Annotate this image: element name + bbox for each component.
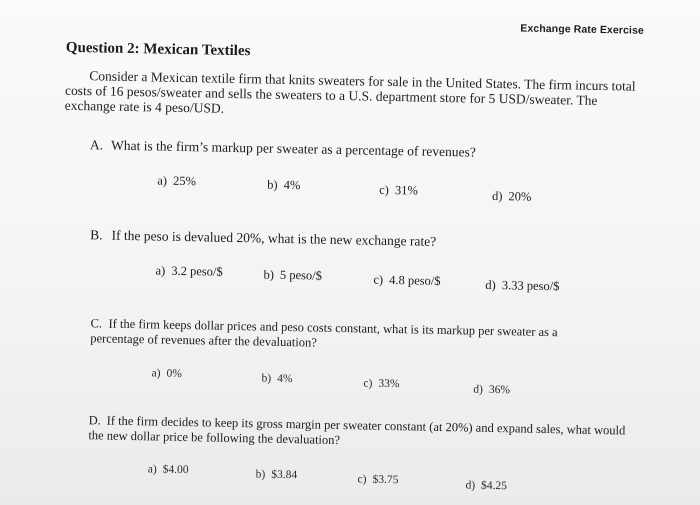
part-c-option-a: a) 0%	[151, 367, 183, 381]
part-a-option-c: c) 31%	[379, 182, 418, 198]
part-c-question	[90, 316, 610, 356]
part-d-option-b: b) $3.84	[255, 468, 298, 482]
part-b-option-a: a) 3.2 peso/$	[155, 263, 223, 279]
question-title: Question 2: Mexican Textiles	[65, 39, 251, 60]
part-a-question	[90, 137, 476, 160]
part-b-option-d: d) 3.33 peso/$	[485, 277, 560, 294]
part-a-option-a: a) 25%	[157, 173, 197, 189]
part-d-text: If the firm decides to keep its gross margin per sweater constant (at 20%) and expand sales, what would the new dollar price be following the devaluation?	[88, 413, 626, 448]
part-b-option-b: b) 5 peso/$	[263, 267, 323, 283]
part-b-letter: B.	[90, 227, 103, 243]
part-c-letter: C.	[90, 316, 103, 331]
part-d-option-d: d) $4.25	[465, 479, 508, 493]
part-a-text: What is the firm’s markup per sweater as a percentage of revenues?	[110, 137, 476, 160]
part-d-letter: D.	[88, 413, 101, 428]
part-d-option-c: c) $3.75	[357, 473, 399, 487]
part-d-option-a: a) $4.00	[147, 463, 189, 477]
page-header: Exchange Rate Exercise	[520, 22, 645, 37]
part-a-option-b: b) 4%	[267, 177, 301, 193]
part-c-option-b: b) 4%	[261, 372, 293, 386]
part-a-option-d: d) 20%	[491, 188, 532, 204]
part-c-text: If the firm keeps dollar prices and peso costs constant, what is its markup per sweater as a percentage of revenues after the devaluation?	[90, 316, 558, 350]
part-b-option-c: c) 4.8 peso/$	[373, 272, 441, 288]
part-c-option-d: d) 36%	[473, 383, 511, 397]
part-d-question	[88, 413, 628, 453]
part-b-text: If the peso is devalued 20%, what is the new exchange rate?	[111, 227, 437, 249]
part-c-option-c: c) 33%	[363, 377, 400, 391]
part-a-letter: A.	[89, 137, 104, 153]
part-b-question	[90, 227, 436, 250]
question-intro-text: Consider a Mexican textile firm that knits sweaters for sale in the United States. The firm incurs total costs of 16 pesos/sweater and sells the sweaters to a U.S. department store for 5 USD/sweater. The exchange rate is 4 peso/USD.	[64, 68, 636, 116]
question-intro	[65, 68, 646, 124]
